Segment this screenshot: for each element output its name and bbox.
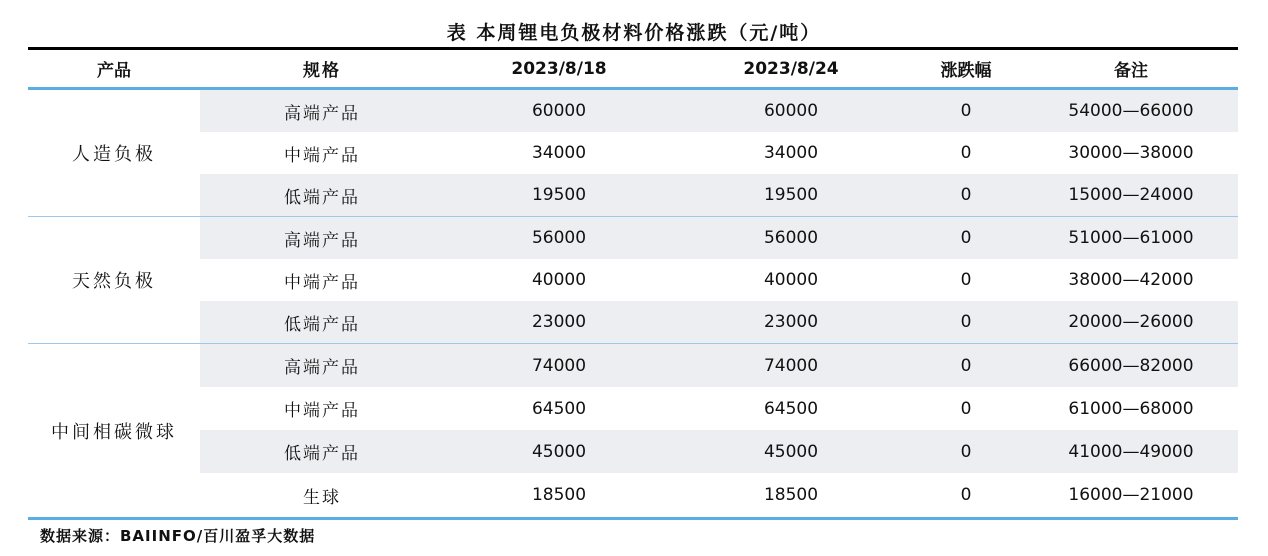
cell-price-date-1: 56000 bbox=[531, 228, 587, 248]
table-header bbox=[28, 50, 1238, 87]
cell-price-date-2: 64500 bbox=[763, 398, 819, 419]
cell-note: 61000—68000 bbox=[1068, 398, 1194, 419]
group-label: 天然负极 bbox=[72, 271, 156, 292]
cell-spec: 中端产品 bbox=[284, 401, 360, 421]
product-group-artificial bbox=[28, 90, 1238, 216]
cell-change: 0 bbox=[960, 485, 972, 505]
cell-price-date-2: 23000 bbox=[763, 312, 819, 332]
data-source-note: 数据来源：BAIINFO/百川盈孚大数据 bbox=[40, 527, 316, 545]
table-title: 表 本周锂电负极材料价格涨跌（元/吨） bbox=[446, 22, 822, 44]
table-row bbox=[200, 217, 1238, 259]
product-group-natural bbox=[28, 217, 1238, 343]
cell-spec: 低端产品 bbox=[284, 444, 360, 464]
cell-note: 30000—38000 bbox=[1068, 143, 1194, 163]
cell-spec: 低端产品 bbox=[284, 314, 360, 335]
group-label: 中间相碳微球 bbox=[51, 421, 177, 443]
cell-price-date-1: 74000 bbox=[531, 355, 587, 376]
cell-change: 0 bbox=[960, 270, 972, 290]
header-date-2: 2023/8/24 bbox=[743, 58, 839, 79]
table-row bbox=[200, 174, 1238, 216]
cell-note: 41000—49000 bbox=[1068, 441, 1194, 462]
product-group-mcmb bbox=[28, 344, 1238, 517]
table-row bbox=[200, 90, 1238, 132]
cell-change: 0 bbox=[960, 101, 972, 121]
cell-price-date-2: 56000 bbox=[763, 228, 819, 248]
cell-note: 66000—82000 bbox=[1068, 355, 1194, 376]
cell-change: 0 bbox=[960, 441, 972, 462]
cell-spec: 中端产品 bbox=[284, 145, 360, 166]
cell-price-date-1: 45000 bbox=[531, 441, 587, 462]
cell-spec: 低端产品 bbox=[284, 187, 360, 208]
cell-spec: 生球 bbox=[303, 487, 341, 508]
cell-price-date-2: 74000 bbox=[763, 355, 819, 376]
cell-note: 15000—24000 bbox=[1068, 185, 1194, 205]
header-product: 产品 bbox=[97, 61, 131, 81]
header-spec: 规格 bbox=[303, 61, 341, 81]
cell-note: 38000—42000 bbox=[1068, 270, 1194, 290]
header-date-1: 2023/8/18 bbox=[511, 58, 607, 79]
cell-price-date-1: 18500 bbox=[531, 485, 587, 505]
table-row bbox=[200, 430, 1238, 473]
table-row bbox=[200, 259, 1238, 301]
cell-change: 0 bbox=[960, 185, 972, 205]
cell-note: 54000—66000 bbox=[1068, 101, 1194, 121]
cell-price-date-1: 19500 bbox=[531, 185, 587, 205]
cell-change: 0 bbox=[960, 143, 972, 163]
table-row bbox=[200, 344, 1238, 387]
cell-spec: 高端产品 bbox=[284, 230, 360, 251]
cell-note: 16000—21000 bbox=[1068, 485, 1194, 505]
header-note: 备注 bbox=[1114, 61, 1148, 81]
cell-note: 51000—61000 bbox=[1068, 228, 1194, 248]
header-change: 涨跌幅 bbox=[940, 61, 992, 81]
cell-change: 0 bbox=[960, 228, 972, 248]
table-row bbox=[200, 473, 1238, 517]
cell-price-date-2: 60000 bbox=[763, 101, 819, 121]
cell-price-date-2: 45000 bbox=[763, 441, 819, 462]
cell-price-date-2: 19500 bbox=[763, 185, 819, 205]
cell-change: 0 bbox=[960, 312, 972, 332]
cell-spec: 高端产品 bbox=[284, 358, 360, 378]
cell-price-date-1: 40000 bbox=[531, 270, 587, 290]
cell-note: 20000—26000 bbox=[1068, 312, 1194, 332]
cell-spec: 中端产品 bbox=[284, 272, 360, 293]
table-row bbox=[200, 301, 1238, 343]
cell-price-date-1: 34000 bbox=[531, 143, 587, 163]
cell-price-date-2: 34000 bbox=[763, 143, 819, 163]
table-row bbox=[200, 132, 1238, 174]
table-bottom-rule bbox=[28, 517, 1238, 520]
cell-spec: 高端产品 bbox=[284, 103, 360, 124]
cell-price-date-1: 23000 bbox=[531, 312, 587, 332]
table-row bbox=[200, 387, 1238, 430]
cell-price-date-1: 64500 bbox=[531, 398, 587, 419]
cell-price-date-1: 60000 bbox=[531, 101, 587, 121]
cell-price-date-2: 18500 bbox=[763, 485, 819, 505]
cell-price-date-2: 40000 bbox=[763, 270, 819, 290]
cell-change: 0 bbox=[960, 398, 972, 419]
cell-change: 0 bbox=[960, 355, 972, 376]
group-label: 人造负极 bbox=[72, 144, 156, 165]
